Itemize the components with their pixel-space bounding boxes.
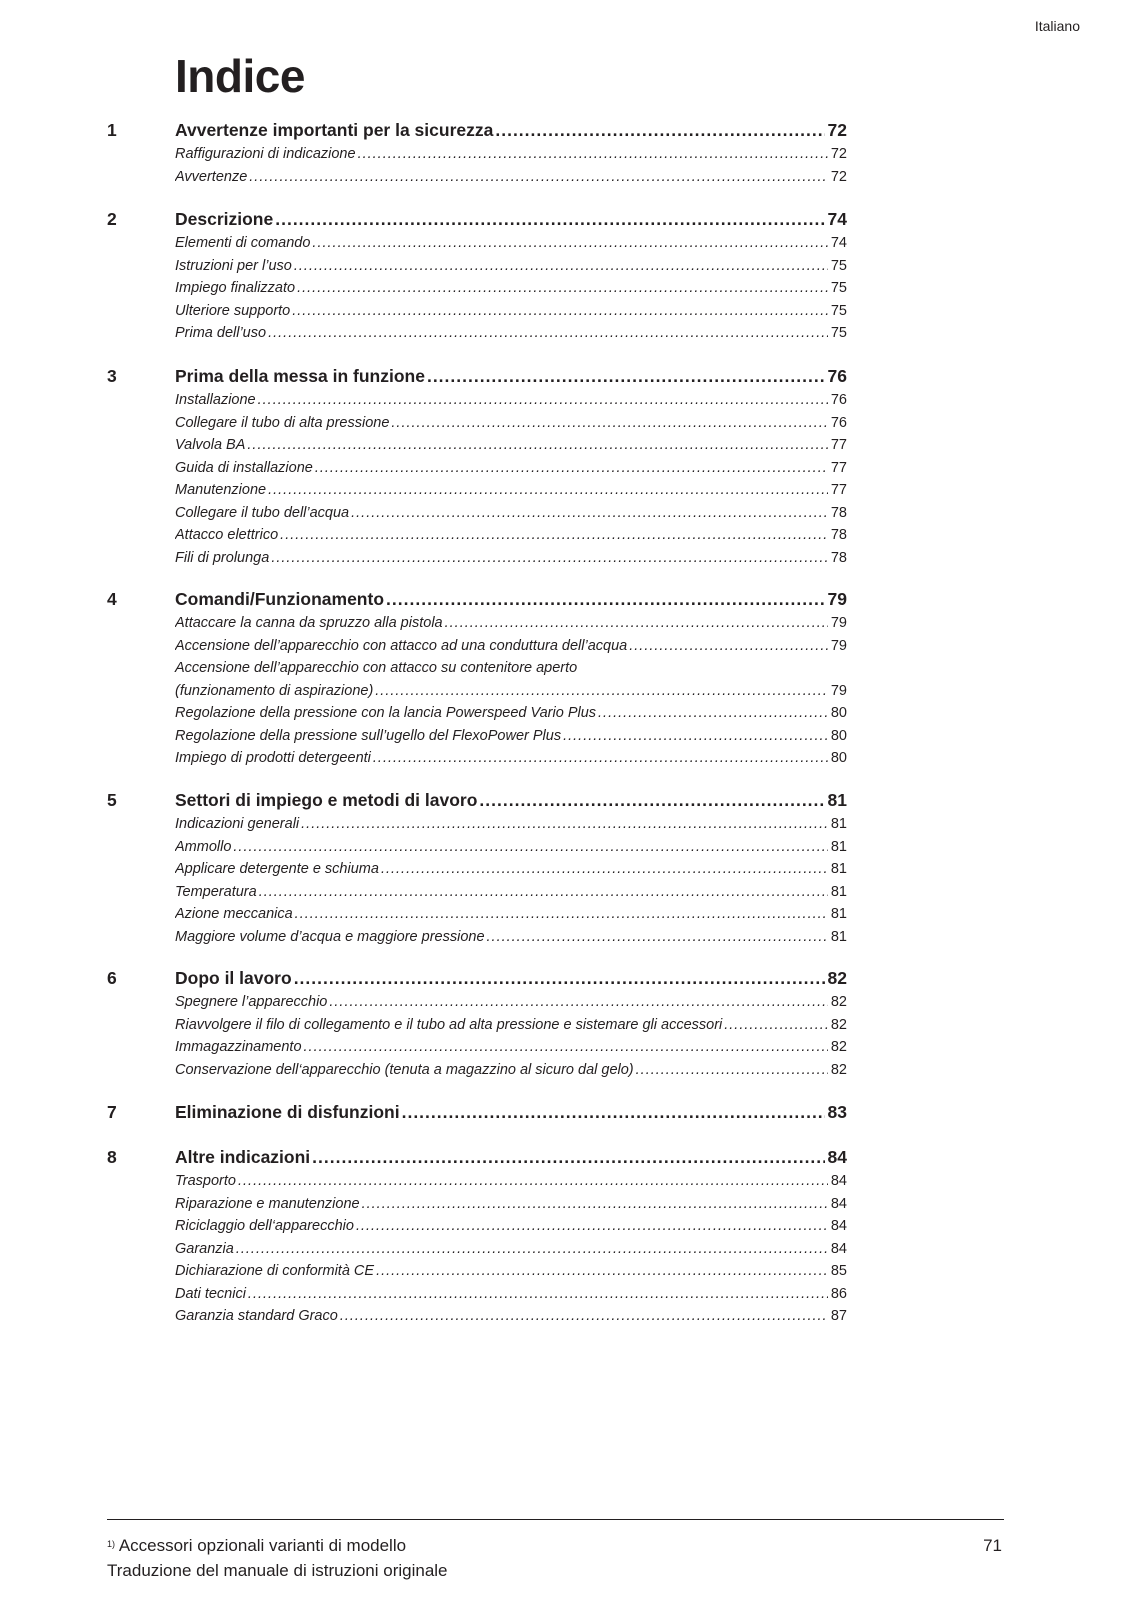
item-page: 82 xyxy=(830,994,847,1010)
section-title: Eliminazione di disfunzioni xyxy=(175,1099,402,1125)
toc-item[interactable] xyxy=(107,747,847,770)
item-title: (funzionamento di aspirazione) xyxy=(175,680,375,703)
toc-section-1 xyxy=(107,117,847,188)
dot-leader xyxy=(280,524,828,547)
dot-leader xyxy=(275,206,824,232)
item-page: 84 xyxy=(830,1195,847,1212)
section-page: 79 xyxy=(827,589,847,609)
toc-item[interactable] xyxy=(107,389,847,412)
section-page: 84 xyxy=(827,1147,847,1167)
toc-section-5 xyxy=(107,787,847,948)
item-page: 77 xyxy=(830,482,847,498)
item-page: 82 xyxy=(830,1061,847,1078)
item-page: 85 xyxy=(830,1263,847,1279)
dot-leader xyxy=(236,1238,828,1261)
item-title: Garanzia standard Graco xyxy=(175,1305,340,1328)
item-page: 78 xyxy=(830,527,847,543)
item-title: Fili di prolunga xyxy=(175,547,271,570)
dot-leader xyxy=(268,479,828,502)
toc-section-2 xyxy=(107,206,847,345)
section-page: 83 xyxy=(827,1102,847,1122)
section-number: 6 xyxy=(107,968,117,988)
item-page: 72 xyxy=(830,146,847,162)
item-page: 81 xyxy=(830,906,847,922)
dot-leader xyxy=(358,143,828,166)
section-number: 2 xyxy=(107,209,117,229)
toc-section-heading[interactable] xyxy=(107,206,847,232)
toc-section-8 xyxy=(107,1144,847,1328)
toc-section-3 xyxy=(107,363,847,569)
item-page: 81 xyxy=(830,838,847,855)
item-page: 84 xyxy=(830,1240,847,1257)
dot-leader xyxy=(629,635,828,658)
toc-section-heading[interactable] xyxy=(107,1099,847,1125)
dot-leader xyxy=(292,300,828,323)
item-page: 77 xyxy=(830,437,847,453)
item-page: 80 xyxy=(830,750,847,766)
toc-item[interactable] xyxy=(107,232,847,255)
item-title: Regolazione della pressione sull’ugello del FlexoPower Plus xyxy=(175,725,563,748)
toc-item[interactable] xyxy=(107,547,847,570)
toc-section-heading[interactable] xyxy=(107,586,847,612)
item-title: Dichiarazione di conformità CE xyxy=(175,1260,376,1283)
section-number: 7 xyxy=(107,1102,117,1122)
item-title: Collegare il tubo di alta pressione xyxy=(175,412,391,435)
dot-leader xyxy=(258,389,828,412)
item-title-line1: Accensione dell’apparecchio con attacco su contenitore aperto xyxy=(175,660,578,676)
item-title: Trasporto xyxy=(175,1170,238,1193)
toc-item[interactable] xyxy=(107,680,847,703)
item-title: Riavvolgere il filo di collegamento e il tubo ad alta pressione e sistemare gli accessori xyxy=(175,1014,724,1037)
item-title: Temperatura xyxy=(175,881,259,904)
item-page: 74 xyxy=(830,235,847,251)
item-title: Maggiore volume d’acqua e maggiore pressione xyxy=(175,926,487,949)
toc-item[interactable] xyxy=(107,903,847,926)
item-title: Attaccare la canna da spruzzo alla pistola xyxy=(175,612,445,635)
toc-item[interactable] xyxy=(107,635,847,658)
dot-leader xyxy=(351,502,828,525)
section-number: 1 xyxy=(107,120,117,140)
dot-leader xyxy=(297,277,828,300)
item-page: 79 xyxy=(830,615,847,631)
dot-leader xyxy=(427,363,825,389)
dot-leader xyxy=(247,434,827,457)
toc-item[interactable] xyxy=(107,1014,847,1037)
item-title: Riciclaggio dell‘apparecchio xyxy=(175,1215,356,1238)
page-title: Indice xyxy=(175,50,305,102)
section-title: Prima della messa in funzione xyxy=(175,363,427,389)
dot-leader xyxy=(724,1014,828,1037)
section-page: 76 xyxy=(827,366,847,386)
item-page: 77 xyxy=(830,459,847,476)
item-title: Istruzioni per l’uso xyxy=(175,255,294,278)
item-page: 81 xyxy=(830,883,847,900)
toc-section-heading[interactable] xyxy=(107,787,847,813)
section-number: 3 xyxy=(107,366,117,386)
toc-item[interactable] xyxy=(107,725,847,748)
dot-leader xyxy=(259,881,828,904)
toc-section-7 xyxy=(107,1099,847,1125)
section-number: 8 xyxy=(107,1147,117,1167)
toc-item[interactable] xyxy=(107,255,847,278)
item-page: 84 xyxy=(830,1218,847,1234)
toc-item[interactable] xyxy=(107,858,847,881)
section-title: Altre indicazioni xyxy=(175,1144,312,1170)
dot-leader xyxy=(381,858,828,881)
dot-leader xyxy=(373,747,828,770)
toc-item[interactable] xyxy=(107,1059,847,1082)
section-title: Dopo il lavoro xyxy=(175,965,294,991)
toc-item[interactable] xyxy=(107,1193,847,1216)
section-title: Settori di impiego e metodi di lavoro xyxy=(175,787,479,813)
item-title: Manutenzione xyxy=(175,479,268,502)
toc-item-line1[interactable] xyxy=(107,657,847,680)
toc-item[interactable] xyxy=(107,434,847,457)
item-title: Riparazione e manutenzione xyxy=(175,1193,362,1216)
item-title: Installazione xyxy=(175,389,258,412)
dot-leader xyxy=(315,457,828,480)
item-page: 82 xyxy=(830,1039,847,1055)
item-title: Avvertenze xyxy=(175,166,249,189)
item-title: Elementi di comando xyxy=(175,232,312,255)
toc-section-4 xyxy=(107,586,847,770)
dot-leader xyxy=(249,166,828,189)
footnote-marker: 1) xyxy=(107,1539,116,1549)
item-title: Raffigurazioni di indicazione xyxy=(175,143,358,166)
item-title: Impiego finalizzato xyxy=(175,277,297,300)
item-page: 78 xyxy=(830,549,847,566)
item-title: Attacco elettrico xyxy=(175,524,280,547)
section-title: Comandi/Funzionamento xyxy=(175,586,386,612)
toc-section-6 xyxy=(107,965,847,1081)
toc-item[interactable] xyxy=(107,1036,847,1059)
section-number: 5 xyxy=(107,790,117,810)
dot-leader xyxy=(376,1260,828,1283)
page-number: 71 xyxy=(983,1536,1002,1555)
toc-item[interactable] xyxy=(107,412,847,435)
toc-item[interactable] xyxy=(107,991,847,1014)
toc-item[interactable] xyxy=(107,143,847,166)
item-page: 87 xyxy=(830,1308,847,1324)
toc-item[interactable] xyxy=(107,926,847,949)
dot-leader xyxy=(375,680,828,703)
item-title: Ulteriore supporto xyxy=(175,300,292,323)
item-page: 80 xyxy=(830,705,847,721)
dot-leader xyxy=(598,702,828,725)
toc-section-heading[interactable] xyxy=(107,363,847,389)
item-page: 75 xyxy=(830,257,847,274)
dot-leader xyxy=(294,965,825,991)
dot-leader xyxy=(391,412,827,435)
dot-leader xyxy=(356,1215,828,1238)
toc-item[interactable] xyxy=(107,813,847,836)
toc-item[interactable] xyxy=(107,322,847,345)
toc-section-heading[interactable] xyxy=(107,117,847,143)
item-page: 75 xyxy=(830,325,847,341)
item-title: Guida di installazione xyxy=(175,457,315,480)
item-page: 86 xyxy=(830,1285,847,1302)
toc-item[interactable] xyxy=(107,277,847,300)
item-title: Immagazzinamento xyxy=(175,1036,304,1059)
toc-item[interactable] xyxy=(107,612,847,635)
item-title: Spegnere l’apparecchio xyxy=(175,991,329,1014)
dot-leader xyxy=(233,836,827,859)
footnote xyxy=(107,1535,406,1557)
section-title: Descrizione xyxy=(175,206,275,232)
item-page: 81 xyxy=(830,861,847,877)
item-page: 75 xyxy=(830,302,847,319)
toc-item[interactable] xyxy=(107,524,847,547)
item-page: 78 xyxy=(830,504,847,521)
item-title: Garanzia xyxy=(175,1238,236,1261)
dot-leader xyxy=(402,1099,825,1125)
item-page: 80 xyxy=(830,727,847,744)
item-page: 81 xyxy=(830,928,847,945)
toc-item[interactable] xyxy=(107,1215,847,1238)
dot-leader xyxy=(487,926,828,949)
item-title: Azione meccanica xyxy=(175,903,295,926)
dot-leader xyxy=(238,1170,828,1193)
toc-item[interactable] xyxy=(107,502,847,525)
footer-subtitle: Traduzione del manuale di istruzioni originale xyxy=(107,1561,448,1580)
toc-item[interactable] xyxy=(107,1260,847,1283)
dot-leader xyxy=(636,1059,828,1082)
toc-item[interactable] xyxy=(107,1238,847,1261)
toc-item[interactable] xyxy=(107,166,847,189)
toc-item[interactable] xyxy=(107,300,847,323)
item-title: Regolazione della pressione con la lancia Powerspeed Vario Plus xyxy=(175,702,598,725)
item-page: 75 xyxy=(830,280,847,296)
toc-item[interactable] xyxy=(107,457,847,480)
section-page: 74 xyxy=(827,209,847,229)
dot-leader xyxy=(340,1305,828,1328)
item-page: 81 xyxy=(830,816,847,832)
dot-leader xyxy=(295,903,828,926)
dot-leader xyxy=(294,255,828,278)
item-page: 76 xyxy=(830,392,847,408)
item-title: Collegare il tubo dell’acqua xyxy=(175,502,351,525)
section-number: 4 xyxy=(107,589,117,609)
dot-leader xyxy=(304,1036,828,1059)
dot-leader xyxy=(312,232,827,255)
item-title: Ammollo xyxy=(175,836,233,859)
item-title: Prima dell’uso xyxy=(175,322,268,345)
footnote-text: Accessori opzionali varianti di modello xyxy=(118,1536,407,1555)
section-page: 72 xyxy=(827,120,847,140)
item-title: Indicazioni generali xyxy=(175,813,301,836)
item-title: Conservazione dell‘apparecchio (tenuta a magazzino al sicuro dal gelo) xyxy=(175,1059,636,1082)
toc-section-heading[interactable] xyxy=(107,965,847,991)
item-page: 79 xyxy=(830,637,847,654)
toc-item[interactable] xyxy=(107,479,847,502)
section-title: Avvertenze importanti per la sicurezza xyxy=(175,117,495,143)
dot-leader xyxy=(329,991,828,1014)
dot-leader xyxy=(248,1283,828,1306)
toc-item[interactable] xyxy=(107,836,847,859)
dot-leader xyxy=(445,612,828,635)
item-title: Impiego di prodotti detergeenti xyxy=(175,747,373,770)
toc-item[interactable] xyxy=(107,1305,847,1328)
toc-item[interactable] xyxy=(107,881,847,904)
footer-divider xyxy=(107,1519,1004,1520)
dot-leader xyxy=(271,547,828,570)
item-page: 84 xyxy=(830,1173,847,1189)
item-page: 79 xyxy=(830,682,847,699)
dot-leader xyxy=(312,1144,824,1170)
dot-leader xyxy=(362,1193,828,1216)
item-page: 76 xyxy=(830,414,847,431)
dot-leader xyxy=(563,725,828,748)
dot-leader xyxy=(268,322,828,345)
section-page: 81 xyxy=(827,790,847,810)
toc-item[interactable] xyxy=(107,1170,847,1193)
toc-item[interactable] xyxy=(107,1283,847,1306)
toc-section-heading[interactable] xyxy=(107,1144,847,1170)
dot-leader xyxy=(386,586,825,612)
item-title: Valvola BA xyxy=(175,434,247,457)
item-page: 82 xyxy=(830,1016,847,1033)
item-page: 72 xyxy=(830,168,847,185)
item-title: Dati tecnici xyxy=(175,1283,248,1306)
dot-leader xyxy=(495,117,824,143)
language-label: Italiano xyxy=(1034,18,1080,34)
item-title: Applicare detergente e schiuma xyxy=(175,858,381,881)
item-title: Accensione dell’apparecchio con attacco ad una conduttura dell’acqua xyxy=(175,635,629,658)
toc-item[interactable] xyxy=(107,702,847,725)
section-page: 82 xyxy=(827,968,847,988)
dot-leader xyxy=(301,813,828,836)
dot-leader xyxy=(479,787,824,813)
